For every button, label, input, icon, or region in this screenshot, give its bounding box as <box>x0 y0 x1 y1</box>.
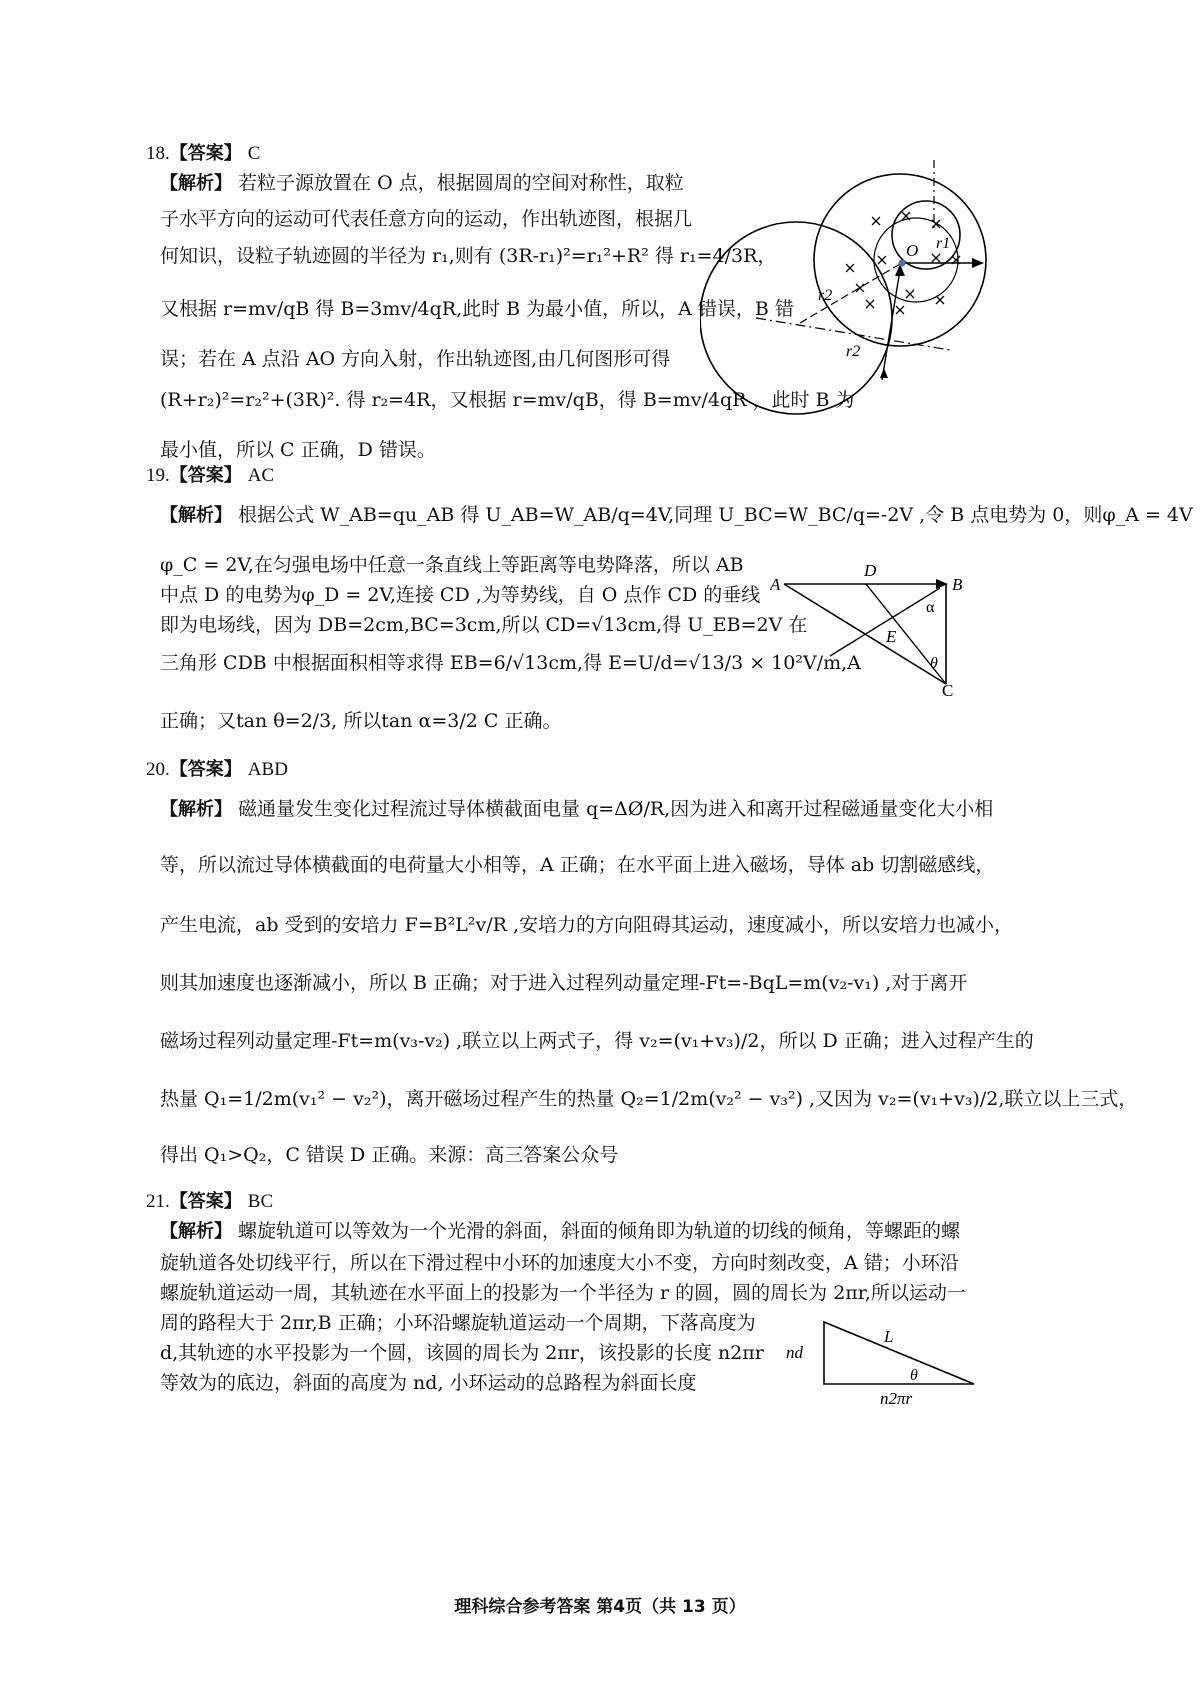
q21-line-5: 等效为的底边，斜面的高度为 nd, 小环运动的总路程为斜面长度 <box>160 1372 697 1394</box>
q19-label-A: A <box>770 575 781 594</box>
q20-number: 20. <box>146 759 170 780</box>
q21-label-nd: nd <box>786 1343 803 1362</box>
q19-line-5: 正确；又tan θ=2/3, 所以tan α=3/2 C 正确。 <box>160 710 562 732</box>
q19-line-1: φ_C = 2V,在匀强电场中任意一条直线上等距离等电势降落，所以 AB <box>160 554 744 576</box>
q18-label-O: O <box>906 241 919 260</box>
q21-header <box>146 1188 273 1215</box>
q19-label-theta: θ <box>930 655 938 672</box>
q19-label-D: D <box>864 561 877 580</box>
q19-figure <box>770 556 980 696</box>
q20-line-3: 则其加速度也逐渐减小，所以 B 正确；对于进入过程列动量定理-Ft=-BqL=m(v₂-v₁) ,对于离开 <box>160 972 968 994</box>
q19-answer: AC <box>247 465 275 486</box>
q21-label-n2pir: n2πr <box>880 1389 913 1408</box>
q18-label-r2-lower: r2 <box>846 343 861 360</box>
q21-figure <box>780 1312 980 1412</box>
q18-line-6: 最小值，所以 C 正确，D 错误。 <box>160 439 436 461</box>
q18-line-4: 误；若在 A 点沿 AO 方向入射，作出轨迹图,由几何图形可得 <box>160 348 671 370</box>
q20-line-0: 【解析】 磁通量发生变化过程流过导体横截面电量 q=ΔØ/R,因为进入和离开过程磁通量变化大小相 <box>160 798 994 820</box>
q21-line-1: 旋轨道各处切线平行，所以在下滑过程中小环的加速度大小不变，方向时刻改变，A 错；小环沿 <box>160 1252 959 1274</box>
q21-label-theta: θ <box>910 1367 918 1384</box>
q19-header <box>146 462 274 489</box>
q18-line-3: 又根据 r=mv/qB 得 B=3mv/4qR,此时 B 为最小值，所以，A 错误，B 错 <box>160 298 794 320</box>
q19-answer-tag: 【答案】 <box>169 465 242 486</box>
q18-label-r1: r1 <box>936 235 951 252</box>
q20-line-4: 磁场过程列动量定理-Ft=m(v₃-v₂) ,联立以上两式子，得 v₂=(v₁+v₃)/2，所以 D 正确；进入过程产生的 <box>160 1030 1034 1052</box>
q18-line-5: (R+r₂)²=r₂²+(3R)². 得 r₂=4R，又根据 r=mv/qB，得 B=mv/4qR ，此时 B 为 <box>160 389 855 411</box>
q19-label-alpha: α <box>926 599 935 616</box>
q20-line-6: 得出 Q₁>Q₂，C 错误 D 正确。来源：高三答案公众号 <box>160 1144 619 1166</box>
q21-line-2: 螺旋轨道运动一周，其轨迹在水平面上的投影为一个半径为 r 的圆，圆的周长为 2πr,所以运动一 <box>160 1282 966 1304</box>
q19-line-3: 即为电场线，因为 DB=2cm,BC=3cm,所以 CD=√13cm,得 U_EB=2V 在 <box>160 614 808 636</box>
q21-line-4: d,其轨迹的水平投影为一个圆，该圆的周长为 2πr，该投影的长度 n2πr <box>160 1342 764 1364</box>
q20-line-5: 热量 Q₁=1/2m(v₁² − v₂²)，离开磁场过程产生的热量 Q₂=1/2m(v₂² − v₃²) ,又因为 v₂=(v₁+v₃)/2,联立以上三式， <box>160 1088 1138 1110</box>
q18-header <box>146 140 260 167</box>
q20-header <box>146 756 288 783</box>
q20-answer-tag: 【答案】 <box>169 759 242 780</box>
q20-answer: ABD <box>247 759 288 780</box>
q19-label-B: B <box>952 575 963 594</box>
q18-line-2: 何知识，设粒子轨迹圆的半径为 r₁,则有 (3R-r₁)²=r₁²+R² 得 r₁=4/3R， <box>160 245 777 267</box>
q19-label-C: C <box>942 681 954 696</box>
q21-label-L: L <box>884 1327 894 1346</box>
q21-analysis-tag: 【解析】 <box>160 1221 232 1242</box>
q21-answer-tag: 【答案】 <box>169 1191 242 1212</box>
q19-line-4: 三角形 CDB 中根据面积相等求得 EB=6/√13cm,得 E=U/d=√13/3 × 10²V/m,A <box>160 652 861 674</box>
q19-number: 19. <box>146 465 170 486</box>
q18-answer: C <box>247 143 261 164</box>
q21-number: 21. <box>146 1191 170 1212</box>
q20-line-1: 等，所以流过导体横截面的电荷量大小相等，A 正确；在水平面上进入磁场，导体 ab 切割磁感线， <box>160 854 995 876</box>
q18-analysis-tag: 【解析】 <box>160 173 232 194</box>
q21-line-0: 【解析】 螺旋轨道可以等效为一个光滑的斜面，斜面的倾角即为轨道的切线的倾角，等螺距的螺 <box>160 1220 961 1242</box>
q18-number: 18. <box>146 143 170 164</box>
q18-figure <box>700 160 1000 420</box>
q21-line-3: 周的路程大于 2πr,B 正确；小环沿螺旋轨道运动一个周期，下落高度为 <box>160 1312 756 1334</box>
q19-analysis-tag: 【解析】 <box>160 505 232 526</box>
q18-label-r2-upper: r2 <box>818 287 833 304</box>
q20-analysis-tag: 【解析】 <box>160 799 232 820</box>
q20-line-2: 产生电流，ab 受到的安培力 F=B²L²v/R ,安培力的方向阻碍其运动，速度减小，所以安培力也减小， <box>160 914 1014 936</box>
q21-answer: BC <box>247 1191 274 1212</box>
page-footer: 理科综合参考答案 第4页（共 13 页） <box>454 1597 746 1617</box>
q19-line-0: 【解析】 根据公式 W_AB=qu_AB 得 U_AB=W_AB/q=4V,同理 U_BC=W_BC/q=-2V ,令 B 点电势为 0，则φ_A = 4V <box>160 504 1193 526</box>
q18-line-0: 【解析】 若粒子源放置在 O 点，根据圆周的空间对称性，取粒 <box>160 172 684 194</box>
q18-answer-tag: 【答案】 <box>169 143 242 164</box>
q18-line-1: 子水平方向的运动可代表任意方向的运动，作出轨迹图，根据几 <box>160 208 693 230</box>
q19-label-E: E <box>886 627 897 646</box>
q19-line-2: 中点 D 的电势为φ_D = 2V,连接 CD ,为等势线，自 O 点作 CD 的垂线 <box>160 584 761 606</box>
